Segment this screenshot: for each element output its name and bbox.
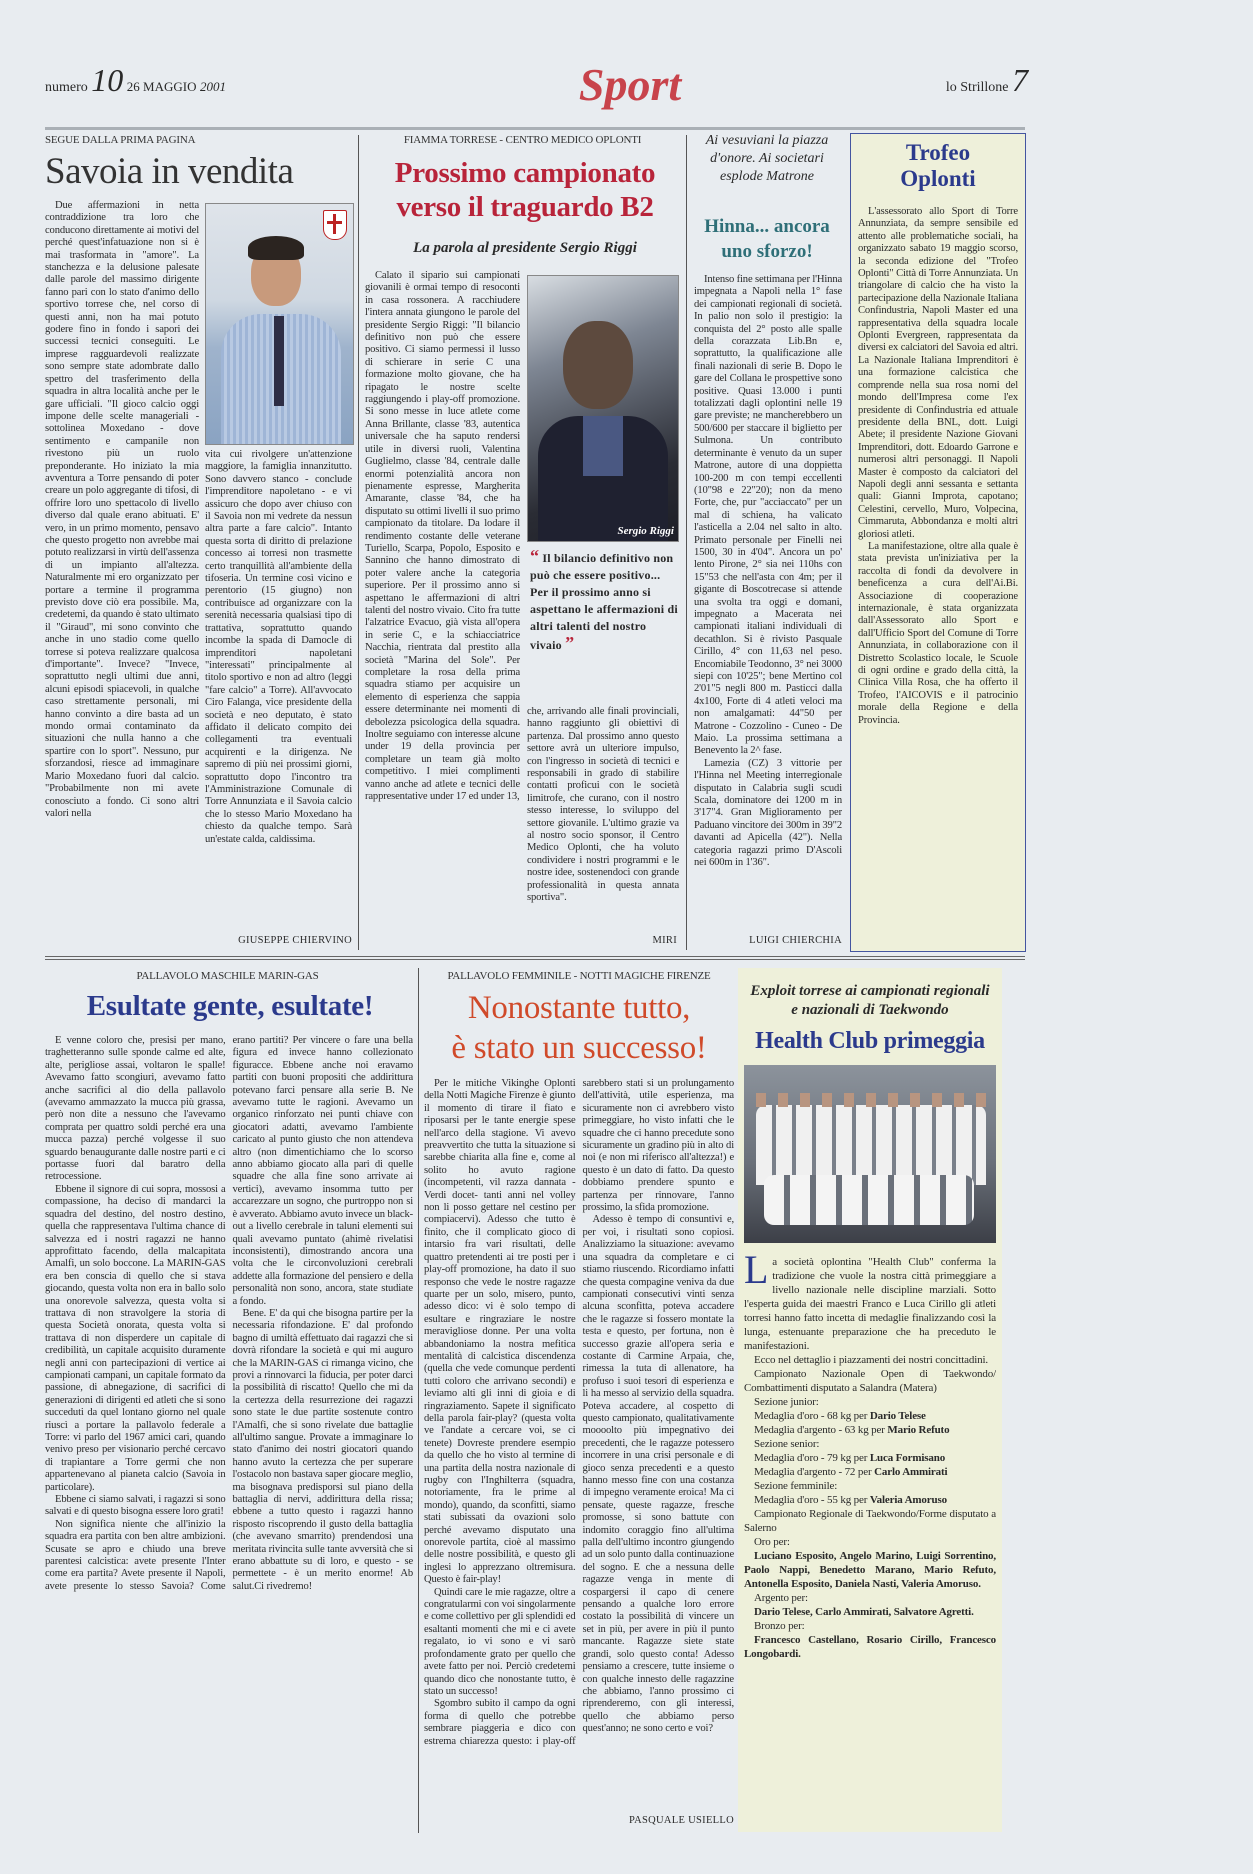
health-box [738,968,1002,1832]
medal-line-text: Campionato Regionale di Taekwondo/Forme disputato a Salerno [744,1508,996,1534]
prossimo-headline [365,156,685,224]
riggi-photo [527,275,679,542]
moxedano-photo [205,203,354,445]
section-rule [45,956,1025,960]
medal-line-text: Sezione senior: [754,1438,820,1450]
trofeo-box [850,133,1026,952]
numero-label: numero [45,80,88,95]
athlete-names: Carlo Ammirati [874,1466,948,1478]
medal-line-text: Medaglia d'argento - 72 per [754,1466,875,1478]
trofeo-paragraph: La manifestazione, oltre alla quale è stata prevista un'iniziativa per la raccolta di fondi da devolvere in beneficenza a cura dell'Ai.Bi. Associazione di cooperazione internazionale, è stata organizzata dall'Assessorato allo Sport e dall'Ufficio Sport del Comune di Torre Annunziata, in collaborazione con il Distretto Scolastico locale, le Scuole di ogni ordine e grado della città, la Clinica Villa Rosa, che ha offerto il Trofeo, l'AICOVIS e il patrocinio morale della Regione e della Provincia. [858,540,1018,726]
health-intro-text: a società oplontina "Health Club" conferma la tradizione che vuole la nostra città primeggiare a livello nazionale nelle discipline marziali. Sotto l'esperta guida dei maestri Franco e Luca Cirillo gli atleti torresi hanno fatto incetta di medaglie finalizzando così la lunga, estenuante preparazione che ha preceduto le manifestazioni. [744,1256,996,1352]
medal-line-text: Ecco nel dettaglio i piazzamenti dei nostri concittadini. [754,1354,988,1366]
medal-list-line [744,1507,996,1535]
medal-line-text: Medaglia d'argento - 63 kg per [754,1424,888,1436]
health-headline: Health Club primeggia [755,1028,985,1054]
savoia-body-2 [205,449,352,925]
medal-list-line [744,1633,996,1661]
prossimo-kicker: FIAMMA TORRESE - CENTRO MEDICO OPLONTI [403,134,642,146]
prossimo-headline-line2: verso il traguardo B2 [396,191,654,223]
header-rule [45,127,1025,130]
athlete-names: Luca Formisano [869,1452,946,1464]
athlete-names: Mario Refuto [887,1424,950,1436]
hinna-paragraph: Lamezia (CZ) 3 vittorie per l'Hinna nel Meeting interregionale disputato in Calabria sugli scudi Scala, dominatore dei 1200 m in 3'17"4. Gran Miglioramento per Paduano vincitore dei 300m in 39"2 davanti ad Apicella (42"). Nella categoria ragazzi primo D'Ascoli nei 600m in 1'36". [694,757,842,869]
page-number: 7 [1012,62,1028,98]
prossimo-paragraph: che, arrivando alle finali provinciali, hanno raggiunto gli obiettivi di partenza. Dal prossimo anno questo settore avrà un ulteriore impulso, con l'ingresso in società di tecnici e responsabili in grado di stabilire contatti proficui con le società limitrofe, che curano, con il nostro stesso interesse, lo sviluppo del settore giovanile. L'ultimo grazie va al nostro socio sponsor, il Centro Medico Oplonti, che ha voluto condividere i nostri programmi e le nostre idee, sostenendoci con grande professionalità in questa annata sportiva". [527,706,679,904]
riggi-photo-caption: Sergio Riggi [617,525,674,537]
prossimo-paragraph: Calato il sipario sui campionati giovanili è ormai tempo di resoconti in casa rossonera. A racchiudere l'intera annata giungono le parole del presidente Sergio Riggi: "Il bilancio definitivo non può che essere positivo. Ci siamo permessi il lusso di schierare in serie C una formazione molto giovane, che ha ripagato le nostre scelte raggiungendo i play-off promozione. Si sono messe in luce atlete come Anna Brillante, classe '83, autentica universale che ha saputo rendersi utile in diversi ruoli, Valentina Guglielmo, classe '84, centrale dalle enormi potenzialità ancora non pienamente espresse, Margherita Amarante, classe '84, che ha disputato su ottimi livelli il suo primo campionato da titolare. Da lodare il rendimento costante delle veterane Turiello, Scarpa, Popolo, Esposito e Sannino che hanno dimostrato di poter valere anche la categoria superiore. Per il prossimo anno si aspettano le affermazioni di altri talenti del nostro vivaio. Cito fra tutte l'alzatrice Evacuo, già vista all'opera in serie C, e la schiacciatrice Nacchia, rientrata dal prestito alla società "Marina del Sole". Per completare la rosa della prima squadra stiamo per acquisire un elemento di esperienza che sappia essere determinante nei momenti di debolezza psicologica della squadra. Inoltre seguiamo con interesse alcune under 19 della provincia per completare un team già molto competitivo. I miei complimenti vanno anche ad atlete e tecnici delle rappresentative under 17 ed under 13, [365,270,520,803]
health-kicker: Exploit torrese ai campionati regionali e nazionali di Taekwondo [750,983,990,1018]
nonostante-byline: PASQUALE USIELLO [628,1815,734,1826]
medal-line-text: Medaglia d'oro - 79 kg per [754,1452,870,1464]
health-body [744,1255,996,1865]
hinna-headline: Hinna... ancora uno sforzo! [704,216,830,262]
prossimo-pullquote [530,548,678,654]
nonostante-paragraph: Sgombro subito il campo da ogni forma di quello che potrebbe sembrare piaggeria e dico con estrema chiarezza questo: i play-off sarebbero stati si un prolungamento dell'attività, utile esperienza, ma sicuramente non ci avrebbero visto primeggiare, ho visto infatti che le squadre che ci hanno precedute sono sicuramente un gradino più in alto di noi (e non mi riferisco all'altezza!) e questo è un dato di fatto. Da questo dobbiamo prendere spunto e partenza per rinnovare, l'anno prossimo, la sfida promozione. [424,1078,734,1747]
nonostante-headline-line2: è stato un successo! [451,1030,707,1066]
savoia-kicker: SEGUE DALLA PRIMA PAGINA [45,134,196,146]
trofeo-paragraph: L'assessorato allo Sport di Torre Annunziata, da sempre sensibile ed attento alle problematiche sociali, ha organizzato sabato 19 maggio scorso, la seconda edizione del "Trofeo Oplonti" Città di Torre Annunziata. Un triangolare di calcio che ha visto la partecipazione della Nazionale Italiana Confindustria, Napoli Master ed una rappresentativa della squadra locale Oplonti Evergreen, rappresentata da diversi ex calciatori del Savoia ed altri. La Nazionale Italiana Imprenditori è una formazione calcistica che comprende nella sua rosa nomi del mondo dell'Impresa come l'ex presidente di Confindustria ed attuale presidente della BNL, dott. Luigi Abete; il presidente Nazione Giovani Imprenditori, dott. Edoardo Garrone e numerosi altri personaggi. Il Napoli Master è composto da calciatori del Napoli degli anni sessanta e settanta quali: Gianni Improta, capotano; Celestini, cervello, Muro, Volpecina, Cimmaruta, Abbondanza e molti altri gloriosi atleti. [858,206,1018,540]
medal-list-line [744,1451,996,1465]
health-intro [744,1255,996,1353]
savoia-headline: Savoia in vendita [45,151,294,192]
trofeo-body [858,206,1018,946]
issue-date: 26 MAGGIO [126,79,197,94]
medal-line-text: Sezione femminile: [754,1480,838,1492]
nonostante-headline-line1: Nonostante tutto, [467,990,691,1026]
medal-list-line [744,1367,996,1395]
masthead-issue [45,62,226,99]
medal-line-text: Sezione junior: [754,1396,819,1408]
column-divider [418,968,419,1833]
issue-number: 10 [91,62,124,98]
hinna-paragraph: Intenso fine settimana per l'Hinna impegnata a Napoli nella 1° fase dei campionati regionali di società. In palio non solo il prestigio: la conquista del 2° posto alle spalle della corazzata Lib.Bn e, soprattutto, la qualificazione alle finali nazionali di serie B. Dopo le gare del Collana le prospettive sono positive. Quasi 13.000 i punti totalizzati dagli oplontini nelle 19 gare previste; ne mancherebbero un 500/600 per staccare il biglietto per Sulmona. Un contributo determinante è venuto da un super Matrone, autore di una doppietta 100-200 m con tempi eccellenti (10"98 e 22"20); non da meno Forte, che, pur "acciaccato" per un mal di schiena, ha valicato l'asticella a 2.04 nel salto in alto. Primato personale per Finelli nei 1500, 30 in 4'04". Ancora un po' lento Pirone, 2° sia nei 110hs con 15"53 che nell'asta con 4m; per il gigante di Boscotrecase si attende una svolta tra oggi e domani, impegnato a Macerata nei campionati italiani individuali di decathlon. Si è rivisto Pasquale Cirillo, 4° con 11,63 nel peso. Encomiabile Teodonno, 3° nei 3000 siepi con 10'25"; bene Mertino col 2'01"5 negli 800 m. Pasticci dalla 4x100, Forte di 4 atleti veloci ma non amalgamati: 44"50 per Matrone - Cozzolino - Cuneo - De Maio. La prossima settimana a Benevento la 2^ fase. [694,274,842,757]
esultate-body [45,1035,413,1830]
pullquote-text: Il bilancio definitivo non può che essere positivo... Per il prossimo anno si aspettano le affermazioni di altri talenti del nostro vivaio [530,551,678,652]
esultate-paragraph: E venne coloro che, presisi per mano, traghetteranno sulle sponde calme ed alte, alte, perigliose assai, voltaron le spalle! Avevamo fatto scongiuri, avevamo fatto anche sacrifici al dio della pallavolo (avevamo ammazzato la mucca più grassa, però non dite a nessuno che l'avevamo comprata per quattro soldi perché era una mucca pazza) perché volgesse il suo sguardo benaugurante dalle nostre parti e ci portasse fuori dal baratro della retrocessione. [45,1035,226,1183]
medal-list-line [744,1395,996,1409]
medal-line-text: Oro per: [754,1536,790,1548]
hinna-kicker: Ai vesuviani la piazza d'onore. Ai societari esplode Matrone [705,133,829,184]
medal-line-text: Medaglia d'oro - 55 kg per [754,1494,870,1506]
medal-line-text: Bronzo per: [754,1620,805,1632]
savoia-shield-icon [323,210,347,240]
esultate-headline: Esultate gente, esultate! [86,990,374,1022]
paper-name: lo Strillone [945,80,1009,95]
taekwondo-team-photo [744,1065,996,1243]
athlete-names: Dario Telese [869,1410,926,1422]
column-divider [686,135,687,950]
medal-list-line [744,1535,996,1549]
savoia-paragraph: vita cui rivolgere un'attenzione maggiore, la famiglia innanzitutto. Sono davvero stanco - conclude l'imprenditore napoletano - e vi assicuro che dopo aver chiuso con il Savoia non mi vedrete da nessun altra parte a fare calcio". Intanto questa sorta di diritto di prelazione concesso ai torresi non trasmette certo tranquillità all'ambiente della tifoseria. Un termine così vicino e perentorio (15 giugno) non contribuisce ad organizzare con la serenità necessaria qualsiasi tipo di trattativa, soprattutto quando incombe la spada di Damocle di imprenditori napoletani "interessati" principalmente al titolo sportivo e non ad altro (leggi "fare calcio" a Torre). All'avvocato Ciro Falanga, vice presidente della società e neo deputato, è stato affidato il delicato compito dei collegamenti tra eventuali acquirenti e la dirigenza. Ne sapremo di più nei prossimi giorni, soprattutto dopo l'incontro tra l'Amministrazione Comunale di Torre Annunziata e il Savoia calcio che lo stesso Mario Moxedano ha chiesto da qualche tempo. Sarà un'estate calda, caldissima. [205,449,352,845]
athlete-names: Valeria Amoruso [869,1494,947,1506]
drop-cap: L [744,1255,769,1292]
nonostante-paragraph: Per le mitiche Vikinghe Oplonti della Notti Magiche Firenze è giunto il momento di tirare il fiato e riposarsi per le tante energie spese nell'arco della stagione. Vi avevo preavvertito che tutta la situazione si sarebbe chiarita alla fine e, come al solito ho avuto ragione (incompetenti, vil razza dannata -Verdi docet- tanti anni nel volley non li posso gettare nel cestino per compiacervi). Adesso che tutto è finito, che il complicato gioco di intarsio fra vari risultati, delle quattro pretendenti ai tre posti per i play-off promozione, ha dato il suo responso che vede le nostre ragazze quarte per un solo, misero, punto, adesso dico: vi è solo tempo di esultare e ringraziare le nostre meravigliose donne. Per una volta abbandoniamo la nostra mefitica mentalità di calcistica discendenza (quella che vede comunque perdenti tutti coloro che arrivano secondi) e leviamo alti gli inni di gioia e di ringraziamento. Sapete il significato della parola fair-play? (questa volta ve l'andate a cercare voi, se ci tenete) Dovreste prendere esempio da quello che ho visto al termine di una partita della nostra nazionale di rugby con l'Inghilterra (squadra, notoriamente, fra le prime al mondo), quando, da sconfitti, siamo stati subissati da ovazioni solo perché avevamo disputato una onorevole partita, cioè al massimo delle nostre possibilità, e questo gli inglesi lo apprezzano oltremisura. Questo è fair-play! [424,1078,576,1586]
medal-list-line [744,1605,996,1619]
medal-list-line [744,1465,996,1479]
esultate-paragraph: Bene. E' da qui che bisogna partire per la necessaria rifondazione. E' dal profondo bagno di umiltà effettuato dai ragazzi che si dovrà rifondare la società e qui mi auguro che la MARIN-GAS ci rimanga vicino, che provi a rinnovarci la fiducia, per poter darci la possibilità di riscatto! Quello che mi da la certezza della resurrezione dei ragazzi sono state le due partite sostenute contro l'Amalfi, che si sono rivelate due battaglie all'ultimo sangue. Provate a immaginare lo stato d'animo dei nostri giocatori quando hanno avuto la certezza che per superare l'ostacolo non bastava saper giocare meglio, ma bisognava predisporsi sul piano della battaglia di nervi, addirittura della rissa; ebbene a tutto questo i ragazzi hanno risposto riscoprendo il gusto della battaglia (che avevano smarrito) prendendosi una meritata rivincita sulle tante avversità che si erano abbattute su di loro, e questo - se permettete - è un merito enorme! Ab salut.Ci rivedremo! [232,1307,413,1592]
masthead-paper [946,62,1028,99]
esultate-paragraph: Ebbene ci siamo salvati, i ragazzi si sono salvati e di questo bisogna essere loro grati! [45,1494,226,1518]
nonostante-body [424,1078,734,1808]
savoia-byline: GIUSEPPE CHIERVINO [238,935,352,946]
medal-list-line [744,1437,996,1451]
prossimo-subtitle: La parola al presidente Sergio Riggi [413,240,637,256]
open-quote-icon: “ [530,546,540,566]
section-title: Sport [578,59,682,110]
nonostante-kicker: PALLAVOLO FEMMINILE - NOTTI MAGICHE FIRENZE [447,970,711,982]
close-quote-icon: ” [565,633,575,653]
esultate-kicker: PALLAVOLO MASCHILE MARIN-GAS [136,970,319,982]
medal-line-text: Argento per: [754,1592,808,1604]
medal-list-line [744,1353,996,1367]
medal-line-text: Campionato Nazionale Open di Taekwondo/ Combattimenti disputato a Salandra (Matera) [744,1368,996,1394]
prossimo-byline: MIRI [652,935,677,946]
medal-line-text: Medaglia d'oro - 68 kg per [754,1410,870,1422]
hinna-byline: LUIGI CHIERCHIA [749,935,842,946]
trofeo-headline: Trofeo Oplonti [900,140,976,191]
medal-list-line [744,1619,996,1633]
savoia-body-1 [45,200,199,945]
medal-list-line [744,1479,996,1493]
athlete-names: Dario Telese, Carlo Ammirati, Salvatore Agretti. [754,1606,974,1618]
medal-list-line [744,1591,996,1605]
athlete-names: Francesco Castellano, Rosario Cirillo, Francesco Longobardi. [744,1634,996,1660]
nonostante-headline [424,988,734,1068]
nonostante-paragraph: Adesso è tempo di consuntivi e, per voi, i risultati sono copiosi. Analizziamo la situazione: avevamo una squadra da completare e ci stiamo riuscendo. Ricordiamo infatti che questa compagine veniva da due campionati consecutivi vinti senza alcuna sconfitta, poteva accadere che le ragazze si fossero montate la testa e questo, per fortuna, non è successo grazie all'opera seria e costante di Carmine Arpaia, che, rimessa la tuta di allenatore, ha profuso i suoi tesori di esperienza e li ha messo al servizio della squadra. Poteva accadere, al cospetto di questo campionato, qualitativamente moooolto più impegnativo dei precedenti, che le ragazze potessero incorrere in una crisi personale e di gioco senza precedenti e a questo hanno messo fine con una costanza di impegno veramente eroica! Ma ci pensate, queste ragazze, fresche promosse, si sono battute con indomito coraggio fino all'ultima palla dell'ultimo incontro giungendo ad un solo punto dalla continuazione del sogno. E che a nessuna delle ragazze venga in mente di cospargersi il capo di cenere pensando a qualche loro errore costato la possibilità di vincere un set in più, per avere in più il punto mancante. Ragazze siete state grandi, solo questo conta! Adesso pensiamo a crescere, tutte insieme o con qualche innesto delle ragazzine che abbiamo, l'anno prossimo ci riprenderemo, con gli interessi, quello che abbiamo perso quest'anno; ne sono certo e voi? [582,1214,734,1735]
esultate-paragraph: Non significa niente che all'inizio la squadra era partita con ben altre ambizioni. Scusate se apro e chiudo una breve parentesi calcistica: avete presente l'Inter come era partita? Avete presente il Napoli, avete presente lo stesso Savoia? Come erano partiti? Per vincere o fare una bella figura ed invece hanno collezionato figuracce. Ebbene anche noi eravamo partiti con buoni propositi che addirittura potevano farci pensare alla serie B. Ne avevamo tutte le ragioni. Avevamo un organico rinforzato nei punti chiave con giocatori adatti, avevamo l'ambiente caricato al punto giusto che non attendeva altro (non dimentichiamo che lo scorso anno abbiamo giocato alla pari di quelle squadre che alla fine sono arrivate ai vertici), avevamo insomma tutto per accarezzare un sogno, che purtroppo non si è avverato. Abbiamo avuto invece un black-out a livello cerebrale in taluni elementi sui quali avevamo puntato (ahimè rivelatisi inconsistenti), dimostrando ancora una volta che le circonvoluzioni cerebrali addette alla formazione del pensiero e della personalità non sono, ancora, state studiate a fondo. [45,1035,413,1592]
prossimo-body-left [365,270,520,950]
hinna-body [694,274,842,931]
medal-list-line [744,1409,996,1423]
medal-list-line [744,1493,996,1507]
medal-list [744,1353,996,1661]
issue-year: 2001 [199,79,226,94]
athlete-names: Luciano Esposito, Angelo Marino, Luigi Sorrentino, Paolo Nappi, Benedetto Marano, Mario Refuto, Antonella Esposito, Daniela Nasti, Valeria Amoruso. [744,1550,996,1590]
nonostante-paragraph: Quindi care le mie ragazze, oltre a congratularmi con voi singolarmente e come collettivo per gli splendidi ed esaltanti momenti che mi e ci avete regalato, io vi sono e vi sarò profondamente grato per quello che avete fatto per noi. Perciò credetemi quando dico che nonostante tutto, è stato un successo! [424,1586,576,1697]
prossimo-headline-line1: Prossimo campionato [394,157,656,189]
esultate-paragraph: Ebbene il signore di cui sopra, mossosi a compassione, ha deciso di mandarci la squadra del destino, del nostro destino, quella che rappresentava l'ultima chance di salvezza ed i nostri ragazzi ne hanno approfittato facendo, della malcapitata Amalfi, un solo boccone. La MARIN-GAS era ben conscia di quello che si stava giocando, questa volta non era in ballo solo una onorevole salvezza, questa volta si trattava di non stravolgere la storia di questa Società onorata, questa volta si trattava di non disperdere un capitale di credibilità, un capitale acquisito duramente negli anni con partecipazioni di vertice ai campionati campani, un capitale formato da passione, di abnegazione, di sacrifici di generazioni di dirigenti ed atleti che si sono succeduti da quel lontano giorno nel quale riuscì a portare la pallavolo federale a Torre: vi parlo del 1967 amici cari, quando venivo preso per visionario perché cercavo di trapiantare a Torre germi che non appartenevano al pianeta calcio (Savoia in particolare). [45,1183,226,1493]
column-divider [358,135,359,950]
medal-list-line [744,1423,996,1437]
savoia-paragraph: Due affermazioni in netta contraddizione tra loro che conducono direttamente ai motivi del perché quest'infatuazione non si è mai trasformata in "amore". La stanchezza e la delusione palesate dalle parole del massimo dirigente fanno pari con lo stato d'animo dello sportivo torrese che, nel corso di questi anni, non ha mai potuto godere fino in fondo i sapori dei successi tecnici conseguiti. Le imprese ragguardevoli realizzate sono sempre state adombrate dallo spettro del trasferimento della squadra in altra località anche per le gare ufficiali. "Il gioco calcio oggi impone delle scelte manageriali - sottolinea Moxedano - dove sentimento e campanile non rivestono più un ruolo preponderante. Ho iniziato la mia avventura a Torre pensando di poter creare un polo aggregante di tifosi, di offrire loro uno spettacolo di livello diverso dal quale erano abituati. E' vero, in un primo momento, pensavo che questo progetto non avrebbe mai potuto realizzarsi in virtù dell'assenza di un impianto all'altezza. Naturalmente mi ero organizzato per portare a termine il programma previsto dove ciò era possibile. Ma, credetemi, da quando è stato ultimato il "Giraud", mi sono convinto che anche in uno stadio come quello torrese si poteva realizzare qualcosa d'importante". Invece? "Invece, soprattutto negli ultimi due anni, alcuni episodi spiacevoli, in qualche caso strettamente personali, mi hanno convinto a dire basta ad un mondo ormai contaminato da situazioni che nulla hanno a che spartire con lo sport". Nessuno, pur sforzandosi, riesce ad immaginare Mario Moxedano fuori dal calcio. "Probabilmente non mi avete conosciuto a fondo. Ci sono altri valori nella [45,200,199,819]
prossimo-body-right [527,706,679,930]
medal-list-line [744,1549,996,1591]
